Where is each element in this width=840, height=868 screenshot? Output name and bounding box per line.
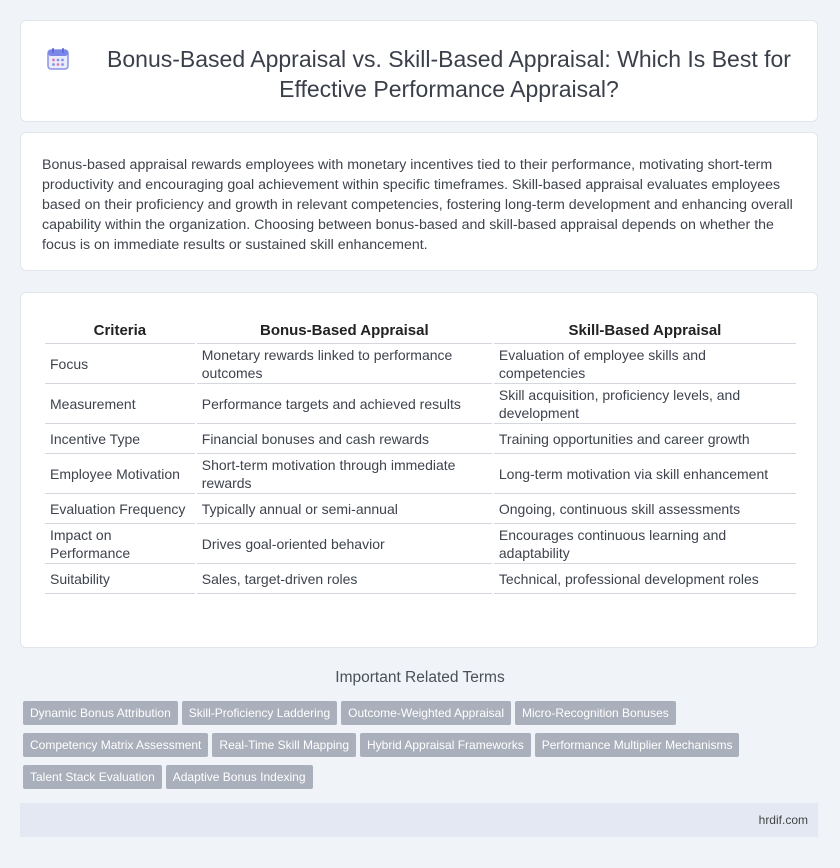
cell-skill: Ongoing, continuous skill assessments: [494, 494, 796, 524]
cell-criteria: Focus: [45, 344, 195, 384]
cell-bonus: Short-term motivation through immediate rewards: [197, 454, 492, 494]
cell-bonus: Financial bonuses and cash rewards: [197, 424, 492, 454]
table-row: [45, 344, 796, 384]
cell-criteria: Impact on Performance: [45, 524, 195, 564]
footer-site[interactable]: hrdif.com: [758, 813, 808, 827]
comparison-table: [43, 313, 798, 594]
cell-bonus: Typically annual or semi-annual: [197, 494, 492, 524]
related-terms-heading: Important Related Terms: [335, 669, 505, 686]
table-row: [45, 384, 796, 424]
comparison-table-card: [20, 292, 818, 648]
table-row: [45, 424, 796, 454]
table-header-row: [45, 313, 796, 344]
cell-bonus: Sales, target-driven roles: [197, 564, 492, 594]
term-tag[interactable]: Micro-Recognition Bonuses: [515, 701, 676, 725]
cell-criteria: Incentive Type: [45, 424, 195, 454]
cell-criteria: Evaluation Frequency: [45, 494, 195, 524]
header-bonus-based: Bonus-Based Appraisal: [197, 313, 492, 344]
cell-skill: Technical, professional development roles: [494, 564, 796, 594]
cell-bonus: Monetary rewards linked to performance outcomes: [197, 344, 492, 384]
term-tag[interactable]: Performance Multiplier Mechanisms: [535, 733, 740, 757]
page-title: Bonus-Based Appraisal vs. Skill-Based Appraisal: Which Is Best for Effective Performance Appraisal?: [107, 46, 791, 102]
cell-bonus: Drives goal-oriented behavior: [197, 524, 492, 564]
related-terms-list: [23, 701, 793, 797]
header-skill-based: Skill-Based Appraisal: [494, 313, 796, 344]
header-criteria: Criteria: [45, 313, 195, 344]
term-tag[interactable]: Talent Stack Evaluation: [23, 765, 162, 789]
term-tag[interactable]: Hybrid Appraisal Frameworks: [360, 733, 531, 757]
cell-skill: Long-term motivation via skill enhancement: [494, 454, 796, 494]
cell-criteria: Suitability: [45, 564, 195, 594]
term-tag[interactable]: Skill-Proficiency Laddering: [182, 701, 337, 725]
table-row: [45, 494, 796, 524]
cell-criteria: Employee Motivation: [45, 454, 195, 494]
cell-skill: Skill acquisition, proficiency levels, and development: [494, 384, 796, 424]
term-tag[interactable]: Adaptive Bonus Indexing: [166, 765, 313, 789]
cell-skill: Evaluation of employee skills and competencies: [494, 344, 796, 384]
table-row: [45, 564, 796, 594]
term-tag[interactable]: Competency Matrix Assessment: [23, 733, 208, 757]
term-tag[interactable]: Real-Time Skill Mapping: [212, 733, 356, 757]
title-card: [20, 20, 818, 122]
term-tag[interactable]: Outcome-Weighted Appraisal: [341, 701, 511, 725]
cell-skill: Encourages continuous learning and adaptability: [494, 524, 796, 564]
calendar-icon: [45, 46, 71, 72]
cell-criteria: Measurement: [45, 384, 195, 424]
term-tag[interactable]: Dynamic Bonus Attribution: [23, 701, 178, 725]
intro-card: [20, 132, 818, 271]
footer: [20, 803, 818, 837]
cell-bonus: Performance targets and achieved results: [197, 384, 492, 424]
table-row: [45, 454, 796, 494]
table-row: [45, 524, 796, 564]
cell-skill: Training opportunities and career growth: [494, 424, 796, 454]
intro-paragraph: Bonus-based appraisal rewards employees with monetary incentives tied to their performance, motivating short-term productivity and encouraging goal achievement within specific timeframes. Skill-based appraisal evaluates employees based on their proficiency and growth in relevant competencies, fostering long-term development and enhancing overall capability within the organization. Choosing between bonus-based and skill-based appraisal depends on whether the focus is on immediate results or sustained skill enhancement.: [42, 157, 793, 253]
